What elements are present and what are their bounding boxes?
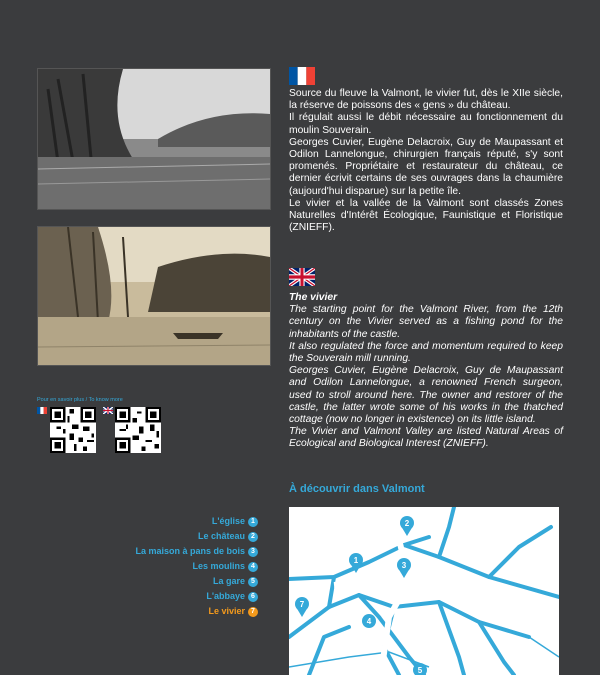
place-number: 5 (248, 577, 258, 587)
french-paragraph: Georges Cuvier, Eugène Delacroix, Guy de Maupassant et Odilon Lannelongue, chirurgien français réputé, s'y sont promenés. Propriétaire et restaurateur du château, ce dernier écrivit certains de ses ouvrages dans la chaumière (aujourd'hui disparue) sur la petite île. (289, 136, 563, 197)
place-label: La gare (212, 576, 245, 586)
vivier-photo-modern (37, 68, 271, 210)
english-description (289, 292, 563, 451)
place-number: 3 (248, 547, 258, 557)
place-number: 4 (248, 562, 258, 572)
village-map[interactable] (289, 507, 559, 675)
svg-text:3: 3 (401, 561, 407, 570)
qr-code-french[interactable] (50, 407, 96, 453)
place-abbaye[interactable] (135, 589, 258, 604)
place-label: L'église (211, 516, 245, 526)
place-number: 6 (248, 592, 258, 602)
place-gare[interactable] (135, 574, 258, 589)
place-label: La maison à pans de bois (135, 546, 245, 556)
qr-code-english[interactable] (115, 407, 161, 453)
french-description (289, 88, 563, 234)
place-label: Le château (197, 531, 245, 541)
place-chateau[interactable] (135, 529, 258, 544)
uk-flag-icon (289, 268, 315, 286)
place-moulins[interactable] (135, 559, 258, 574)
english-paragraph: The Vivier and Valmont Valley are listed Natural Areas of Ecological and Biological Interest (ZNIEFF). (289, 426, 563, 450)
svg-text:7: 7 (299, 600, 305, 609)
english-title: The vivier (289, 292, 338, 303)
place-maison[interactable] (135, 544, 258, 559)
discover-title: À découvrir dans Valmont (289, 483, 425, 495)
places-legend (135, 514, 258, 619)
svg-text:4: 4 (366, 617, 372, 626)
learn-more-label: Pour en savoir plus / To know more (37, 397, 123, 403)
place-vivier[interactable] (135, 604, 258, 619)
french-paragraph: Le vivier et la vallée de la Valmont sont classés Zones Naturelles d'Intérêt Écologique, Faunistique et Floristique (ZNIEFF). (289, 197, 563, 234)
france-flag-icon (37, 407, 47, 414)
french-paragraph: Source du fleuve la Valmont, le vivier fut, dès le XIIe siècle, la réserve de poissons des « gens » du château. (289, 88, 563, 112)
place-eglise[interactable] (135, 514, 258, 529)
english-paragraph: It also regulated the force and momentum required to keep the Souverain mill running. (289, 340, 563, 365)
svg-text:1: 1 (353, 556, 359, 565)
place-number: 7 (248, 607, 258, 617)
uk-flag-icon (103, 407, 113, 414)
svg-text:5: 5 (417, 666, 423, 675)
place-number: 1 (248, 517, 258, 527)
vivier-photo-postcard (37, 226, 271, 366)
france-flag-icon (289, 67, 315, 85)
french-paragraph: Il régulait aussi le débit nécessaire au fonctionnement du moulin Souverain. (289, 112, 563, 136)
english-paragraph: The starting point for the Valmont River, from the 12th century on the Vivier served as a fishing pond for the inhabitants of the castle. (289, 304, 563, 340)
english-paragraph: Georges Cuvier, Eugène Delacroix, Guy de Maupassant and Odilon Lannelongue, a renowned French surgeon, used to stroll around here. The owner and restorer of the castle, the latter wrote some of his works in the thatched cottage (now no longer in existence) on its little island. (289, 365, 563, 426)
place-label: Le vivier (208, 606, 245, 616)
place-label: Les moulins (192, 561, 245, 571)
place-number: 2 (248, 532, 258, 542)
svg-text:2: 2 (404, 519, 410, 528)
place-label: L'abbaye (206, 591, 245, 601)
